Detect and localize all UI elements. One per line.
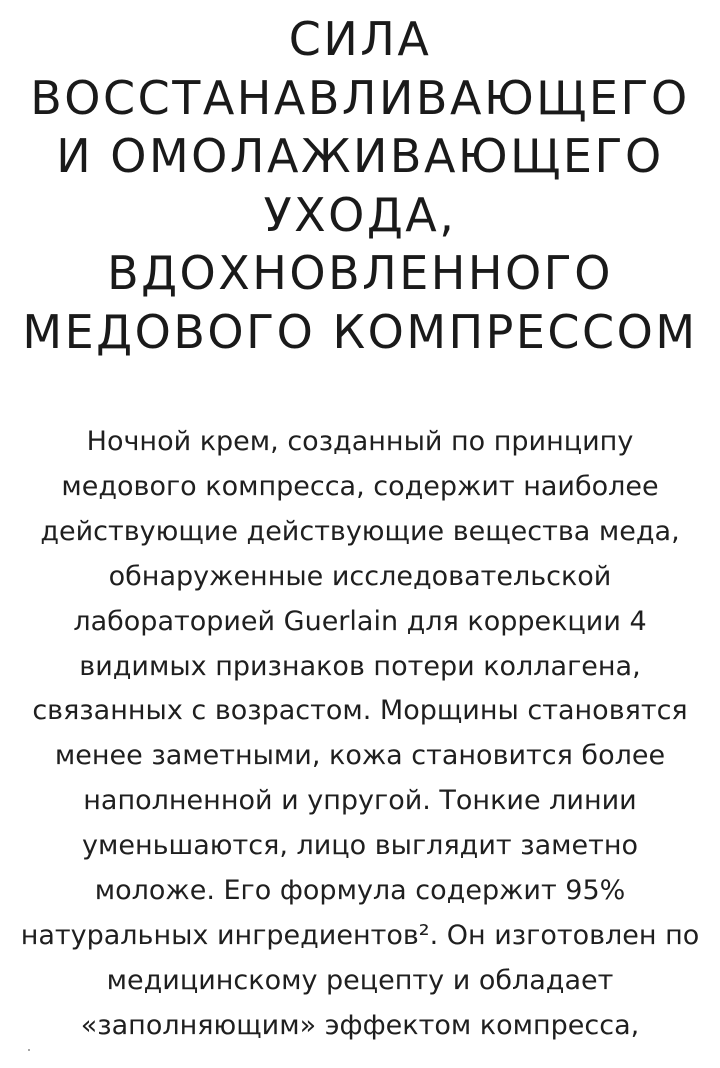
description-line-13: медицинскому рецепту и обладает <box>106 964 614 996</box>
description-line-1: Ночной крем, созданный по принципу <box>86 426 634 457</box>
description-line-4: обнаруженные исследовательской <box>108 560 612 592</box>
description-line-8: менее заметными, кожа становится более <box>54 740 666 772</box>
description-line-3: действующие действующие вещества меда, <box>40 515 680 547</box>
description-line-5: лабораторией Guerlain для коррекции 4 <box>73 605 647 637</box>
description-line-11: моложе. Его формула содержит 95% <box>94 875 626 907</box>
description-line-12: натуральных ингредиентов². Он изготовлен по <box>20 919 700 951</box>
stray-dot <box>28 1049 30 1051</box>
title-line-6: МЕДОВОГО КОМПРЕССОМ <box>22 304 698 359</box>
title-line-3: И ОМОЛАЖИВАЮЩЕГО <box>56 129 664 183</box>
description-line-7: связанных с возрастом. Морщины становятся <box>32 695 688 727</box>
description-line-6: видимых признаков потери коллагена, <box>79 650 641 682</box>
description-line-9: наполненной и упругой. Тонкие линии <box>83 785 637 817</box>
description-line-2: медового компресса, содержит наиболее <box>61 470 659 502</box>
description-line-10: уменьшаются, лицо выглядит заметно <box>82 830 638 862</box>
title-line-1: СИЛА <box>288 12 432 66</box>
title-line-4: УХОДА, <box>263 187 457 242</box>
title-line-5: ВДОХНОВЛЕННОГО <box>107 246 613 300</box>
page-title <box>0 10 720 361</box>
description-line-14: «заполняющим» эффектом компресса, <box>80 1009 640 1041</box>
description-paragraph <box>0 420 720 1049</box>
title-line-2: ВОССТАНАВЛИВАЮЩЕГО <box>30 70 690 125</box>
